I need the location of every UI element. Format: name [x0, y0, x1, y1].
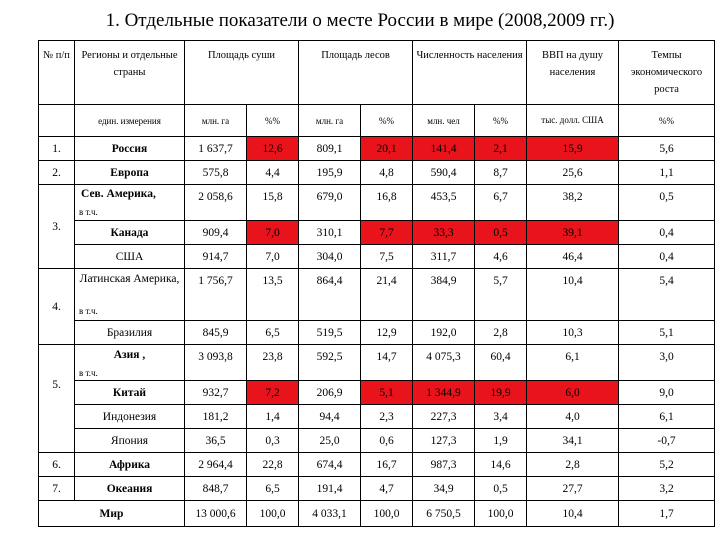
cell: 2,3 — [361, 405, 413, 429]
cell: 4,8 — [361, 161, 413, 185]
header-growth: Темпы экономического роста — [619, 41, 715, 105]
cell: 0,3 — [247, 429, 299, 453]
cell: -0,7 — [619, 429, 715, 453]
table-row — [39, 269, 715, 321]
row-num: 1. — [39, 137, 75, 161]
cell: 310,1 — [299, 221, 361, 245]
unit-pop-pct: %% — [475, 105, 527, 137]
cell: 14,6 — [475, 453, 527, 477]
cell: 674,4 — [299, 453, 361, 477]
cell: 2 058,6 — [185, 185, 247, 221]
unit-forest-abs: млн. га — [299, 105, 361, 137]
cell: 1,1 — [619, 161, 715, 185]
row-name: Африка — [75, 453, 185, 477]
row-name: Европа — [75, 161, 185, 185]
cell: 1,9 — [475, 429, 527, 453]
header-num: № п/п — [39, 41, 75, 105]
cell: 6,5 — [247, 321, 299, 345]
cell: 590,4 — [413, 161, 475, 185]
cell: 519,5 — [299, 321, 361, 345]
cell: 2 964,4 — [185, 453, 247, 477]
table-row — [39, 137, 715, 161]
cell: 1 637,7 — [185, 137, 247, 161]
units-label: един. измерения — [75, 105, 185, 137]
cell: 1 756,7 — [185, 269, 247, 321]
cell: 7,7 — [361, 221, 413, 245]
cell: 100,0 — [247, 501, 299, 527]
incl-label: в т.ч. — [79, 306, 98, 316]
header-gdp: ВВП на душу населения — [527, 41, 619, 105]
cell: 25,6 — [527, 161, 619, 185]
cell: 195,9 — [299, 161, 361, 185]
statistics-table — [38, 40, 715, 527]
cell: 0,4 — [619, 221, 715, 245]
cell: 5,7 — [475, 269, 527, 321]
header-forest: Площадь лесов — [299, 41, 413, 105]
cell: 6,0 — [527, 381, 619, 405]
cell: 100,0 — [361, 501, 413, 527]
cell: 12,9 — [361, 321, 413, 345]
table-row — [39, 453, 715, 477]
row-name: Азия , — [113, 349, 146, 361]
incl-label: в т.ч. — [79, 207, 98, 217]
cell: 909,4 — [185, 221, 247, 245]
row-name: Мир — [39, 501, 185, 527]
cell: 13 000,6 — [185, 501, 247, 527]
cell: 6 750,5 — [413, 501, 475, 527]
cell: 15,9 — [527, 137, 619, 161]
cell: 932,7 — [185, 381, 247, 405]
cell: 453,5 — [413, 185, 475, 221]
table-row — [39, 405, 715, 429]
cell: 100,0 — [475, 501, 527, 527]
table-row — [39, 221, 715, 245]
cell: 384,9 — [413, 269, 475, 321]
table-row — [39, 245, 715, 269]
cell: 10,3 — [527, 321, 619, 345]
row-name: Япония — [75, 429, 185, 453]
unit-land-abs: млн. га — [185, 105, 247, 137]
cell: 2,8 — [475, 321, 527, 345]
cell: 845,9 — [185, 321, 247, 345]
row-name-cell — [75, 269, 185, 321]
cell: 60,4 — [475, 345, 527, 381]
cell: 141,4 — [413, 137, 475, 161]
cell: 19,9 — [475, 381, 527, 405]
units-empty — [39, 105, 75, 137]
cell: 304,0 — [299, 245, 361, 269]
cell: 14,7 — [361, 345, 413, 381]
cell: 0,5 — [619, 185, 715, 221]
cell: 25,0 — [299, 429, 361, 453]
cell: 12,6 — [247, 137, 299, 161]
units-row — [39, 105, 715, 137]
cell: 10,4 — [527, 501, 619, 527]
unit-pop-abs: млн. чел — [413, 105, 475, 137]
cell: 848,7 — [185, 477, 247, 501]
cell: 21,4 — [361, 269, 413, 321]
cell: 5,2 — [619, 453, 715, 477]
cell: 4,6 — [475, 245, 527, 269]
row-num: 3. — [39, 185, 75, 269]
cell: 9,0 — [619, 381, 715, 405]
cell: 987,3 — [413, 453, 475, 477]
cell: 22,8 — [247, 453, 299, 477]
cell: 4,4 — [247, 161, 299, 185]
cell: 7,2 — [247, 381, 299, 405]
cell: 181,2 — [185, 405, 247, 429]
cell: 13,5 — [247, 269, 299, 321]
cell: 38,2 — [527, 185, 619, 221]
unit-forest-pct: %% — [361, 105, 413, 137]
cell: 127,3 — [413, 429, 475, 453]
cell: 15,8 — [247, 185, 299, 221]
header-land: Площадь суши — [185, 41, 299, 105]
row-name: Канада — [75, 221, 185, 245]
cell: 3,4 — [475, 405, 527, 429]
cell: 16,7 — [361, 453, 413, 477]
cell: 575,8 — [185, 161, 247, 185]
table-row — [39, 345, 715, 381]
cell: 33,3 — [413, 221, 475, 245]
cell: 1,4 — [247, 405, 299, 429]
row-num: 7. — [39, 477, 75, 501]
cell: 679,0 — [299, 185, 361, 221]
table-row — [39, 321, 715, 345]
cell: 10,4 — [527, 269, 619, 321]
cell: 4 033,1 — [299, 501, 361, 527]
row-name-cell — [75, 185, 185, 221]
cell: 16,8 — [361, 185, 413, 221]
cell: 809,1 — [299, 137, 361, 161]
cell: 39,1 — [527, 221, 619, 245]
row-name-cell — [75, 345, 185, 381]
header-population: Численность населения — [413, 41, 527, 105]
cell: 34,1 — [527, 429, 619, 453]
cell: 3,0 — [619, 345, 715, 381]
cell: 191,4 — [299, 477, 361, 501]
row-name: Индонезия — [75, 405, 185, 429]
row-name: Бразилия — [75, 321, 185, 345]
cell: 6,1 — [527, 345, 619, 381]
cell: 34,9 — [413, 477, 475, 501]
cell: 5,6 — [619, 137, 715, 161]
page-title: 1. Отдельные показатели о месте России в мире (2008,2009 гг.) — [105, 10, 615, 31]
cell: 4 075,3 — [413, 345, 475, 381]
cell: 227,3 — [413, 405, 475, 429]
cell: 46,4 — [527, 245, 619, 269]
cell: 5,1 — [361, 381, 413, 405]
cell: 2,8 — [527, 453, 619, 477]
cell: 23,8 — [247, 345, 299, 381]
cell: 1,7 — [619, 501, 715, 527]
cell: 8,7 — [475, 161, 527, 185]
unit-growth: %% — [619, 105, 715, 137]
row-name: Латинская Америка, — [79, 273, 180, 285]
cell: 7,0 — [247, 221, 299, 245]
cell: 0,6 — [361, 429, 413, 453]
cell: 864,4 — [299, 269, 361, 321]
unit-gdp: тыс. долл. США — [527, 105, 619, 137]
table-row — [39, 477, 715, 501]
cell: 6,5 — [247, 477, 299, 501]
row-name: Россия — [75, 137, 185, 161]
table-row — [39, 429, 715, 453]
cell: 311,7 — [413, 245, 475, 269]
cell: 0,4 — [619, 245, 715, 269]
cell: 592,5 — [299, 345, 361, 381]
cell: 27,7 — [527, 477, 619, 501]
table-row — [39, 161, 715, 185]
cell: 0,5 — [475, 221, 527, 245]
cell: 6,7 — [475, 185, 527, 221]
cell: 7,5 — [361, 245, 413, 269]
cell: 36,5 — [185, 429, 247, 453]
row-num: 5. — [39, 345, 75, 453]
cell: 914,7 — [185, 245, 247, 269]
cell: 5,4 — [619, 269, 715, 321]
cell: 3,2 — [619, 477, 715, 501]
header-row — [39, 41, 715, 105]
cell: 0,5 — [475, 477, 527, 501]
row-name: Океания — [75, 477, 185, 501]
cell: 2,1 — [475, 137, 527, 161]
cell: 20,1 — [361, 137, 413, 161]
row-name: Сев. Америка, — [81, 188, 156, 200]
cell: 192,0 — [413, 321, 475, 345]
cell: 6,1 — [619, 405, 715, 429]
cell: 7,0 — [247, 245, 299, 269]
row-num: 4. — [39, 269, 75, 345]
table-row — [39, 381, 715, 405]
unit-land-pct: %% — [247, 105, 299, 137]
row-name: США — [75, 245, 185, 269]
table-row — [39, 501, 715, 527]
row-num: 2. — [39, 161, 75, 185]
row-num: 6. — [39, 453, 75, 477]
cell: 206,9 — [299, 381, 361, 405]
cell: 1 344,9 — [413, 381, 475, 405]
cell: 4,0 — [527, 405, 619, 429]
header-region: Регионы и отдельные страны — [75, 41, 185, 105]
cell: 3 093,8 — [185, 345, 247, 381]
table-row — [39, 185, 715, 221]
cell: 94,4 — [299, 405, 361, 429]
cell: 4,7 — [361, 477, 413, 501]
row-name: Китай — [75, 381, 185, 405]
incl-label: в т.ч. — [79, 368, 98, 378]
cell: 5,1 — [619, 321, 715, 345]
